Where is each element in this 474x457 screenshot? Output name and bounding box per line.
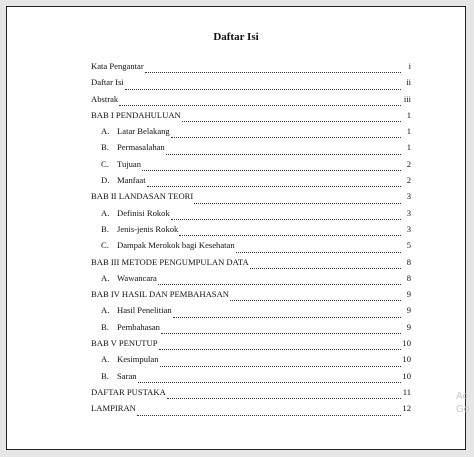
toc-entry-page-number: 2 [406,175,411,186]
toc-entry-label: BAB IV HASIL DAN PEMBAHASAN [91,289,229,300]
dot-leader [230,300,401,301]
toc-entry-page-number: 9 [406,321,411,332]
toc-entry[interactable] [91,371,411,387]
dot-leader [145,72,401,73]
dot-leader [158,284,401,285]
toc-entry[interactable] [91,94,411,110]
dot-leader [171,137,401,138]
toc-entry-label: BAB I PENDAHULUAN [91,109,181,120]
toc-entry-page-number: 3 [406,223,411,234]
toc-entry-page-number: 12 [402,403,411,414]
toc-entry-page-number: 8 [406,272,411,283]
toc-entry-page-number: ii [406,77,411,88]
table-of-contents [91,61,411,420]
toc-entry[interactable] [91,305,411,321]
toc-entry-label: Kata Pengantar [91,61,144,71]
toc-entry-label: Hasil Penelitian [117,305,172,316]
toc-entry-label: BAB V PENUTUP [91,338,158,349]
toc-entry-number: A. [101,207,110,218]
toc-entry[interactable] [91,191,411,207]
toc-entry-label: Permasalahan [117,142,165,153]
toc-entry-page-number: iii [403,93,411,104]
toc-entry-label: Dampak Merokok bagi Kesehatan [117,240,235,251]
dot-leader [250,268,401,269]
toc-entry-page-number: 11 [402,386,411,397]
toc-entry-number: C. [101,158,109,169]
toc-entry-label: Jenis-jenis Rokok [117,223,179,234]
toc-entry-label: Manfaat [117,175,146,186]
toc-entry-page-number: 3 [406,207,411,218]
toc-entry-label: Kesimpulan [117,354,159,365]
toc-entry-page-number: 10 [402,370,411,381]
toc-entry-page-number: 9 [406,289,411,300]
toc-entry[interactable] [91,322,411,338]
dot-leader [171,219,401,220]
toc-entry-number: A. [101,272,110,283]
toc-entry-label: DAFTAR PUSTAKA [91,386,166,397]
dot-leader [125,89,401,90]
toc-entry[interactable] [91,338,411,354]
toc-entry-label: Pembahasan [117,321,160,332]
toc-entry[interactable] [91,273,411,289]
page-title: Daftar Isi [213,31,259,43]
toc-entry-number: C. [101,240,109,251]
toc-entry-page-number: 1 [406,109,411,120]
toc-entry-number: B. [101,321,109,332]
toc-entry-page-number: 8 [406,256,411,267]
dot-leader [166,154,401,155]
toc-entry-label: BAB II LANDASAN TEORI [91,191,194,202]
dot-leader [159,349,401,350]
dot-leader [142,170,401,171]
toc-entry[interactable] [91,387,411,403]
toc-entry-number: B. [101,370,109,381]
toc-entry[interactable] [91,159,411,175]
dot-leader [137,415,401,416]
dot-leader [167,398,401,399]
toc-entry-label: Abstrak [91,93,119,104]
toc-entry[interactable] [91,208,411,224]
toc-entry-page-number: 1 [406,126,411,137]
toc-entry-number: D. [101,175,110,186]
toc-entry[interactable] [91,142,411,158]
dot-leader [160,366,401,367]
toc-entry-label: Tujuan [117,158,142,169]
toc-entry-label: Daftar Isi [91,77,124,88]
toc-entry-number: B. [101,223,109,234]
toc-entry-number: A. [101,126,110,137]
toc-entry[interactable] [91,240,411,256]
dot-leader [236,252,401,253]
watermark-line-1: Ac [456,391,468,402]
toc-entry[interactable] [91,126,411,142]
toc-entry-page-number: 2 [406,158,411,169]
toc-entry-page-number: 5 [406,240,411,251]
toc-entry-number: A. [101,354,110,365]
toc-entry-number: A. [101,305,110,316]
toc-entry-label: Latar Belakang [117,126,170,137]
toc-entry[interactable] [91,175,411,191]
document-page [6,6,466,450]
toc-entry[interactable] [91,403,411,419]
toc-entry-page-number: 9 [406,305,411,316]
toc-entry[interactable] [91,354,411,370]
toc-entry[interactable] [91,61,411,77]
toc-entry-number: B. [101,142,109,153]
toc-entry[interactable] [91,77,411,93]
toc-entry-page-number: 10 [402,338,411,349]
toc-entry-label: LAMPIRAN [91,403,136,414]
activation-watermark [456,390,469,416]
toc-entry[interactable] [91,257,411,273]
dot-leader [182,121,401,122]
dot-leader [194,203,401,204]
toc-entry-label: Saran [117,370,137,381]
dot-leader [147,186,401,187]
toc-entry[interactable] [91,289,411,305]
watermark-line-2: Go [456,404,470,415]
toc-entry-page-number: 3 [406,191,411,202]
toc-entry-label: Definisi Rokok [117,207,170,218]
toc-entry-page-number: i [408,61,411,71]
dot-leader [138,382,401,383]
toc-entry-label: Wawancara [117,272,157,283]
toc-entry[interactable] [91,110,411,126]
toc-entry[interactable] [91,224,411,240]
toc-entry-label: BAB III METODE PENGUMPULAN DATA [91,256,249,267]
dot-leader [161,333,401,334]
toc-entry-page-number: 1 [406,142,411,153]
dot-leader [119,105,401,106]
dot-leader [179,235,401,236]
dot-leader [173,317,401,318]
toc-entry-page-number: 10 [402,354,411,365]
